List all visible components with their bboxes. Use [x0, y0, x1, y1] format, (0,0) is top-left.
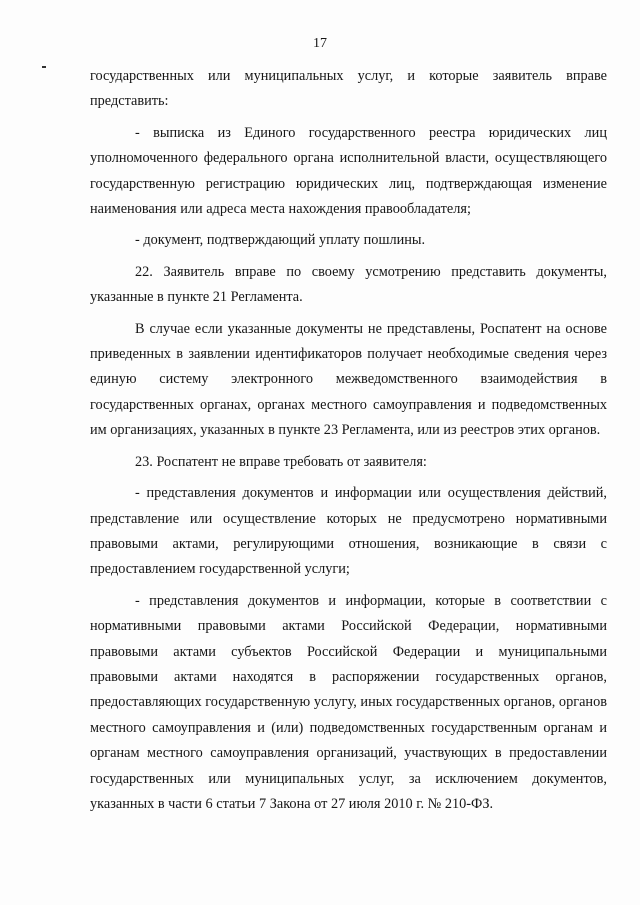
- paragraph-egrul-extract: - выписка из Единого государственного реестра юридических лиц уполномоченного федерального органа исполнительной власти, осуществляющего государственную регистрацию юридических лиц, подтверждающая изменение наименования или адреса места нахождения правообладателя;: [90, 124, 607, 218]
- paragraph-no-documents: - представления документов и информации или осуществления действий, представление или осуществление которых не предусмотрено нормативными правовыми актами, регулирующими отношения, возникающие в связи с предоставлением государственной услуги;: [90, 485, 607, 578]
- document-body: [90, 64, 607, 817]
- paragraph-fee-document: - документ, подтверждающий уплату пошлины.: [135, 232, 426, 249]
- paragraph-interagency: В случае если указанные документы не представлены, Роспатент на основе приведенных в заявлении идентификаторов получает необходимые сведения через единую систему электронного межведомственного взаимодействия в государственных органах, органах местного самоуправления и подведомственных им организациях, указанных в пункте 23 Регламента, или из реестров этих органов.: [90, 320, 607, 439]
- paragraph-item-23: 23. Роспатент не вправе требовать от заявителя:: [135, 453, 427, 470]
- paragraph-no-information: - представления документов и информации, которые в соответствии с нормативными правовыми актами Российской Федерации, нормативными правовыми актами субъектов Российской Федерации и муниципальными правовыми актами находятся в распоряжении государственных органов, предоставляющих государственную услугу, иных государственных органов, органов местного самоуправления и (или) подведомственных государственным органам и органам местного самоуправления организаций, участвующих в предоставлении государственных или муниципальных услуг, за исключением документов, указанных в части 6 статьи 7 Закона от 27 июля 2010 г. № 210-ФЗ.: [90, 592, 607, 812]
- page-number: 17: [313, 36, 327, 51]
- paragraph-item-22: 22. Заявитель вправе по своему усмотрению представить документы, указанные в пункте 21 Регламента.: [90, 263, 607, 306]
- paragraph-continuation: государственных или муниципальных услуг, и которые заявитель вправе представить:: [90, 68, 607, 110]
- scan-mark: [42, 66, 46, 68]
